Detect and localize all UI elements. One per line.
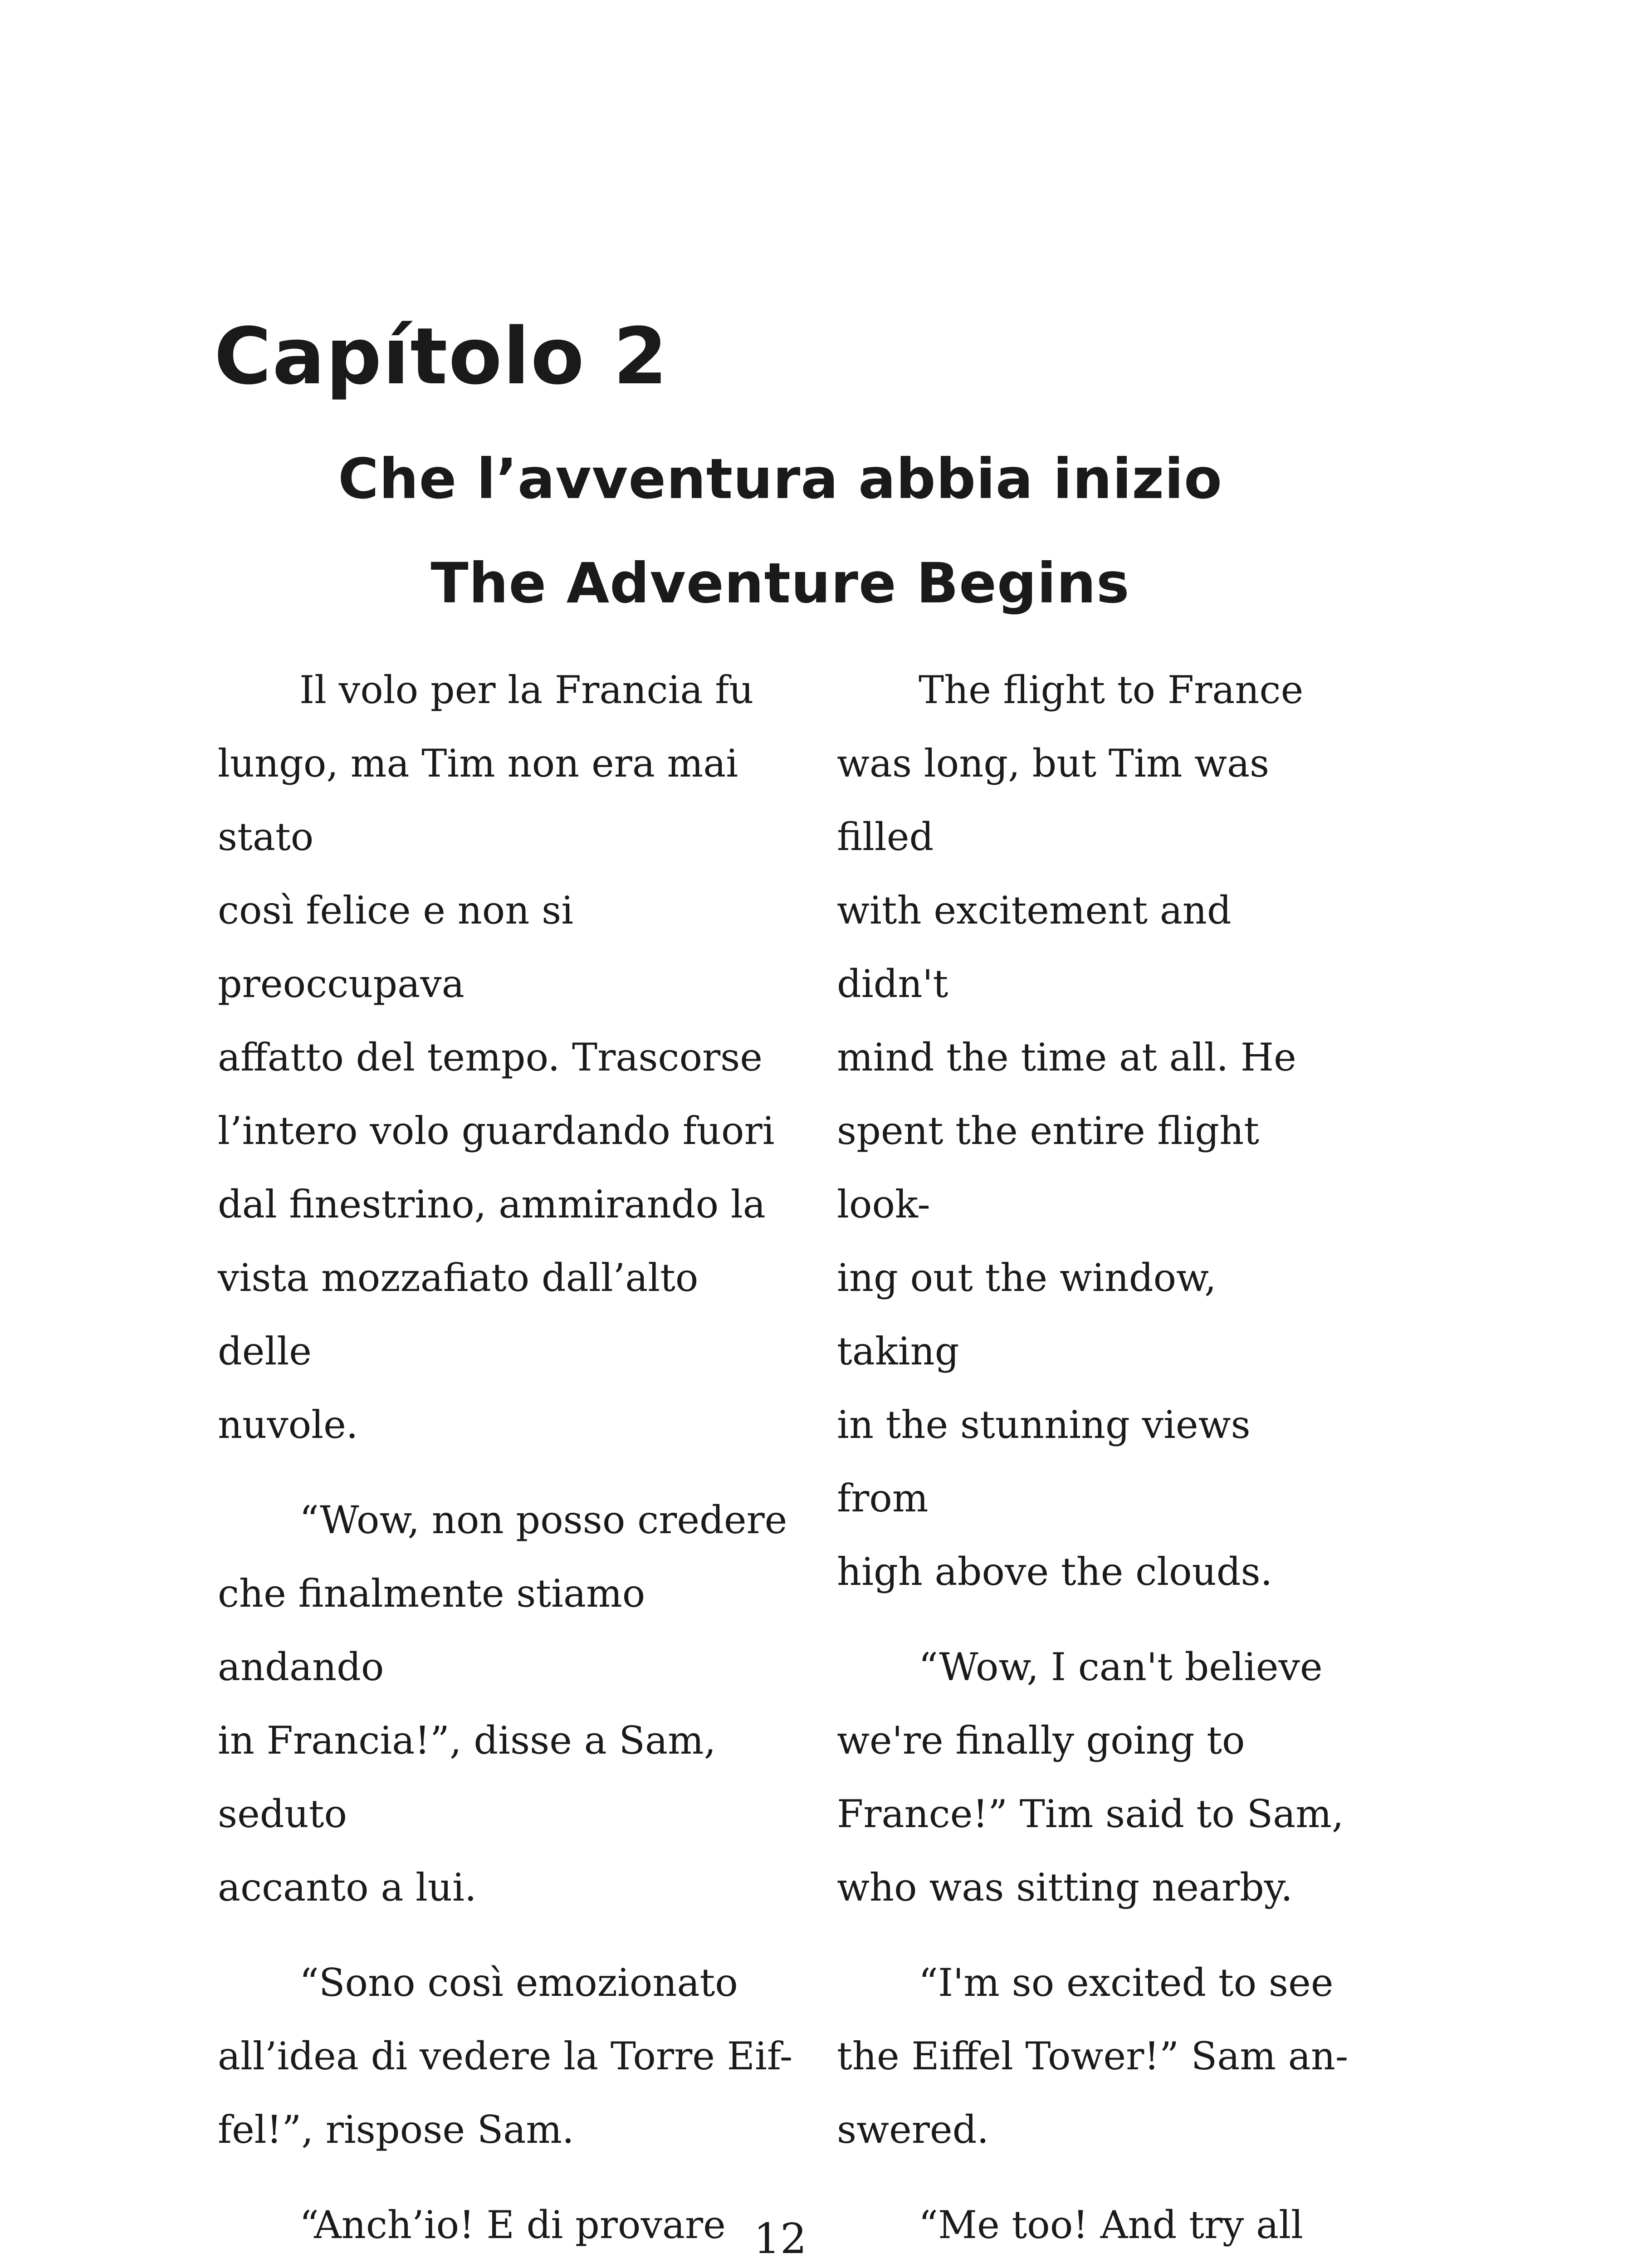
italian-paragraph-1: Il volo per la Francia fu lungo, ma Tim non era mai stato così felice e non si preoccupava affatto del tempo. Trascorse l’intero volo guardando fuori dal finestrino, ammirando la vista mozzafiato dall’alto delle nuvole. [218,668,775,1447]
english-text-column [837,653,1349,2268]
english-paragraph-4: “Me too! And try all [919,2203,1303,2247]
italian-text-column [218,653,803,2268]
italian-paragraph-4: “Anch’io! E di provare [299,2203,726,2247]
english-paragraph-1: The flight to France was long, but Tim was filled with excitement and didn't mind the time at all. He spent the entire flight look- ing out the window, taking in the stunning views from high above the clouds. [837,668,1304,1594]
chapter-title: Capítolo 2 [214,311,669,402]
italian-paragraph-2: “Wow, non posso credere che finalmente stiamo andando in Francia!”, disse a Sam, seduto accanto a lui. [218,1498,787,1910]
english-paragraph-3: “I'm so excited to see the Eiffel Tower!” Sam an- swered. [837,1960,1349,2152]
italian-paragraph-3: “Sono così emozionato all’idea di vedere la Torre Eif- fel!”, rispose Sam. [218,1960,793,2152]
chapter-subtitle-english: The Adventure Begins [430,551,1130,616]
english-paragraph-2: “Wow, I can't believe we're finally going to France!” Tim said to Sam, who was sitting nearby. [837,1645,1344,1910]
chapter-subtitle-italian: Che l’avventura abbia inizio [338,447,1222,511]
page-number: 12 [753,2214,807,2263]
